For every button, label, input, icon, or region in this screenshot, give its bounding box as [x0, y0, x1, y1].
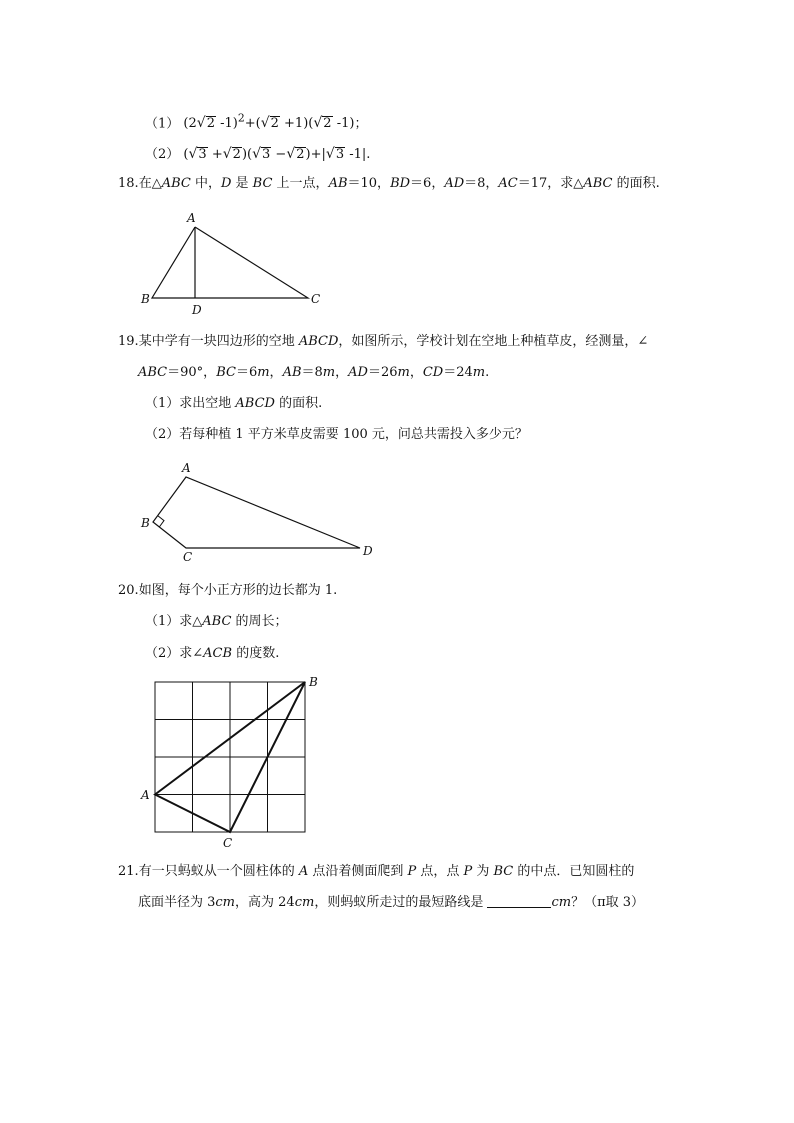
q18-figure — [135, 210, 335, 315]
q19-right-angle-mark — [158, 516, 164, 527]
q18-label-d: D — [192, 303, 202, 317]
q17-part2: （2） (√3 +√2)(√3 −√2)+|√3 -1|. — [145, 146, 371, 162]
q20-intro: 20.如图，每个小正方形的边长都为 1. — [118, 583, 338, 598]
q20-figure — [138, 675, 328, 850]
q17-expr2: (√3 +√2)(√3 −√2)+|√3 -1| — [183, 146, 367, 162]
q19-figure — [138, 460, 378, 564]
q21-line1: 21.有一只蚂蚁从一个圆柱体的 A 点沿着侧面爬到 P 点，点 P 为 BC 的中点．已知圆柱的 — [118, 864, 635, 879]
q17-part1: （1） (2√2 -1)$^2$+(√2 +1)(√2 -1)； — [145, 112, 368, 132]
q19-label-a: A — [182, 461, 191, 475]
q19-line1: 19.某中学有一块四边形的空地 ABCD，如图所示，学校计划在空地上种植草皮，经测量，∠ — [118, 334, 649, 349]
q19-quadrilateral — [153, 477, 360, 548]
q20-label-b: B — [309, 675, 318, 689]
q18-label-b: B — [141, 292, 150, 306]
q20-part1: （1）求△ABC 的周长； — [145, 614, 288, 629]
q18-triangle — [152, 227, 308, 298]
q19-label-d: D — [363, 544, 373, 558]
q18-text: 18.在△ABC 中，D 是 BC 上一点，AB＝10，BD＝6，AD＝8，AC＝17，求△ABC 的面积. — [118, 176, 660, 191]
q19-label-b: B — [141, 516, 150, 530]
q20-label-a: A — [141, 788, 150, 802]
q19-part2: （2）若每种植 1 平方米草皮需要 100 元，问总共需投入多少元？ — [145, 427, 528, 442]
q20-part2: （2）求∠ACB 的度数. — [145, 646, 280, 661]
q21-answer-blank[interactable] — [487, 895, 551, 908]
q20-label-c: C — [223, 836, 233, 850]
q19-line2: ABC＝90°，BC＝6m，AB＝8m，AD＝26m，CD＝24m. — [138, 365, 490, 380]
q18-label-c: C — [311, 292, 321, 306]
q18-label-a: A — [187, 211, 196, 225]
q19-label-c: C — [183, 550, 193, 564]
q19-part1: （1）求出空地 ABCD 的面积. — [145, 396, 323, 411]
q17-expr1: (2√2 -1)$^2$+(√2 +1)(√2 -1) — [183, 112, 355, 132]
q20-grid — [155, 682, 305, 832]
q21-line2: 底面半径为 3cm，高为 24cm，则蚂蚁所走过的最短路线是 cm？（π取 3） — [138, 895, 645, 910]
